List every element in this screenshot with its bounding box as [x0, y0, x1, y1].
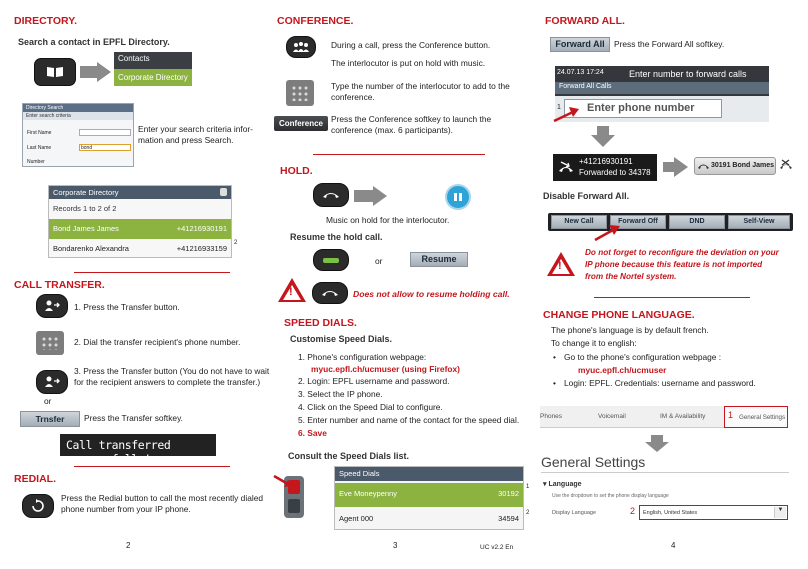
call-transfer-heading: CALL TRANSFER. [14, 279, 105, 291]
language-section-hint: Use the dropdown to set the phone display language [552, 493, 669, 499]
speed-dials-heading: SPEED DIALS. [284, 317, 357, 329]
search-form-title: Directory Search [23, 104, 133, 112]
forward-off-softkey[interactable]: Forward Off [610, 215, 666, 229]
settings-tabs [540, 406, 788, 428]
page-number: 2 [126, 541, 131, 550]
result-name: Bondarenko Alexandra [53, 244, 129, 253]
language-heading: CHANGE PHONE LANGUAGE. [543, 309, 695, 321]
forward-prompt: Enter number to forward calls [629, 69, 747, 79]
transfer-icon [44, 300, 60, 312]
forward-warning: Do not forget to reconfigure the deviation on your IP phone because this feature is not imported from the Nortel system. [585, 248, 779, 281]
directory-subheading: Search a contact in EPFL Directory. [18, 37, 170, 47]
forwarded-number: +41216930191 [579, 157, 633, 166]
resume-heading: Resume the hold call. [290, 232, 383, 242]
speed-marker: 2 [526, 510, 530, 516]
speed-step: 4. Click on the Speed Dial to configure. [298, 402, 443, 412]
conference-step-2: Type the number of the interlocutor to add to the conference. [331, 81, 510, 102]
speed-marker: 1 [526, 484, 530, 490]
disable-forward-heading: Disable Forward All. [543, 191, 630, 201]
settings-title: General Settings [541, 454, 646, 470]
field-marker: 2 [630, 506, 636, 516]
forward-all-softkey[interactable]: Forward All [550, 37, 610, 52]
bullet: • [553, 378, 556, 388]
transfer-softkey-text: Press the Transfer softkey. [84, 413, 183, 423]
tab-general-settings[interactable]: General Settings [724, 406, 788, 428]
speed-step: 5. Enter number and name of the contact for the speed dial. [298, 415, 520, 425]
display-language-select[interactable] [639, 505, 788, 520]
page-number: 4 [671, 541, 676, 550]
conference-step-1: During a call, press the Conference button. [331, 40, 491, 50]
speed-step: 2. Login: EPFL username and password. [298, 376, 450, 386]
lock-icon [220, 188, 227, 196]
tab-voicemail[interactable]: Voicemail [598, 413, 626, 420]
last-name-label: Last Name [27, 145, 52, 151]
red-arrow-icon [272, 472, 294, 490]
line-status-label: 30191 Bond James [711, 162, 775, 169]
phone-handset-icon [321, 289, 339, 297]
new-call-softkey[interactable]: New Call [551, 215, 607, 229]
forwarded-status [553, 154, 657, 181]
language-url[interactable]: myuc.epfl.ch/ucmuser [578, 365, 667, 375]
tab-phones[interactable]: Phones [540, 413, 563, 420]
keypad-icon[interactable] [286, 80, 314, 106]
forward-all-heading: FORWARD ALL. [545, 15, 625, 27]
forward-screen [555, 66, 769, 122]
contacts-menu-item[interactable]: Contacts [118, 54, 150, 63]
speed-step: 1. Phone's configuration webpage: [298, 352, 427, 362]
transfer-success-banner: Call transferred successfully! [60, 434, 216, 456]
speed-step: 6. Save [298, 428, 327, 438]
red-arrow-icon [551, 104, 583, 124]
redial-icon [31, 499, 45, 513]
conference-step-1b: The interlocutor is put on hold with music. [331, 58, 486, 68]
redial-button[interactable] [22, 494, 54, 518]
tab-marker: 1 [728, 410, 734, 420]
forwarded-to: Forwarded to 34378 [579, 168, 651, 177]
speed-dial-name: Eve Moneypenny [339, 489, 397, 498]
language-bullet-1: Go to the phone's configuration webpage : [564, 352, 722, 362]
speed-dial-list [334, 466, 524, 530]
speed-dial-row[interactable] [335, 483, 523, 507]
transfer-icon [44, 376, 60, 388]
contacts-menu [114, 52, 192, 86]
speed-dial-number: 30192 [498, 489, 519, 498]
results-page-marker: 2 [234, 240, 238, 246]
phone-handset-icon [322, 191, 340, 199]
result-row[interactable] [49, 239, 231, 257]
redial-text: Press the Redial button to call the most recently dialed phone number from your IP phone. [61, 493, 264, 514]
speed-dial-url[interactable]: myuc.epfl.ch/ucmuser (using Firefox) [311, 364, 460, 374]
or-label: or [375, 256, 383, 266]
phone-handset-icon [698, 162, 709, 170]
directory-button[interactable] [34, 58, 76, 86]
or-label: or [44, 396, 52, 406]
tab-im-availability[interactable]: IM & Availability [660, 413, 706, 420]
forward-date: 24.07.13 17:24 [557, 69, 604, 76]
search-form-hint: Enter search criteria [23, 112, 133, 120]
transfer-step-3: 3. Press the Transfer button (You do not have to wait for the recipient answers to complete the transfer.) [74, 366, 270, 387]
language-section-label: Language [548, 481, 582, 488]
directory-search-form [22, 103, 134, 167]
red-arrow-icon [591, 222, 625, 242]
forward-title: Forward All Calls [555, 82, 769, 94]
hold-caption: Music on hold for the interlocutor. [326, 215, 450, 225]
consult-heading: Consult the Speed Dials list. [288, 451, 410, 461]
bullet: • [553, 352, 556, 362]
display-language-value: English, United States [643, 510, 698, 516]
results-title: Corporate Directory [49, 186, 231, 199]
hold-button[interactable] [312, 282, 348, 304]
speed-dial-name: Agent 000 [339, 514, 374, 523]
speed-step: 3. Select the IP phone. [298, 389, 383, 399]
directory-heading: DIRECTORY. [14, 15, 78, 27]
hold-warning: Does not allow to resume holding call. [353, 289, 510, 299]
result-number: +41216933159 [176, 244, 227, 253]
speed-dial-list-title: Speed Dials [335, 467, 523, 481]
speed-dial-row[interactable] [335, 507, 523, 527]
language-bullet-2: Login: EPFL. Credentials: username and password. [564, 378, 756, 388]
conference-softkey[interactable]: Conference [274, 116, 328, 131]
first-name-label: First Name [27, 130, 52, 136]
result-number: +41216930191 [176, 224, 227, 233]
number-label: Number [27, 159, 45, 165]
conference-heading: CONFERENCE. [277, 15, 354, 27]
directory-instruction: Enter your search criteria infor-mation and press Search. [138, 124, 253, 145]
results-records: Records 1 to 2 of 2 [53, 204, 117, 213]
phone-number-input[interactable]: Enter phone number [564, 99, 722, 118]
redial-heading: REDIAL. [14, 473, 56, 485]
hold-heading: HOLD. [280, 165, 313, 177]
transfer-step-2: 2. Dial the transfer recipient's phone number. [74, 337, 241, 347]
corporate-directory-menu-item[interactable]: Corporate Directory [114, 69, 192, 86]
forward-all-instruction: Press the Forward All softkey. [614, 39, 725, 49]
pause-icon [445, 184, 471, 210]
conference-icon [292, 41, 310, 53]
language-line-2: To change it to english: [551, 338, 637, 348]
result-name: Bond James James [53, 224, 119, 233]
directory-results [48, 185, 232, 258]
transfer-step-1: 1. Press the Transfer button. [74, 302, 180, 312]
dnd-softkey[interactable]: DND [669, 215, 725, 229]
page-number: 3 [393, 541, 398, 550]
language-line-1: The phone's language is by default french. [551, 325, 709, 335]
display-language-label: Display Language [552, 510, 597, 516]
hold-button-lit[interactable] [313, 249, 349, 271]
line-status-button[interactable] [694, 157, 776, 175]
version-label: UC v2.2 En [480, 544, 514, 551]
conference-step-3: Press the Conference softkey to launch the conference (max. 6 participants). [331, 114, 492, 135]
result-row[interactable] [49, 219, 231, 239]
book-icon [46, 66, 64, 78]
speed-url-row [311, 364, 460, 375]
forward-line: 1 [557, 104, 561, 111]
keypad-icon[interactable] [36, 331, 64, 355]
chevron-down-icon[interactable]: ▼ [774, 507, 786, 518]
forward-active-icon [779, 158, 793, 172]
last-name-field[interactable]: bond [79, 144, 131, 151]
transfer-button[interactable] [36, 370, 68, 394]
speed-dials-subheading: Customise Speed Dials. [290, 334, 393, 344]
self-view-softkey[interactable]: Self-View [728, 215, 790, 229]
call-forward-icon [557, 159, 575, 175]
conference-button[interactable] [286, 36, 316, 58]
first-name-field[interactable] [79, 129, 131, 136]
language-section: ▾ Language [543, 481, 582, 488]
softkey-bar [548, 213, 793, 231]
speed-dial-number: 34594 [498, 514, 519, 523]
resume-softkey[interactable]: Resume [410, 252, 468, 267]
transfer-softkey[interactable]: Trnsfer [20, 411, 80, 427]
transfer-button[interactable] [36, 294, 68, 318]
hold-button[interactable] [313, 183, 349, 207]
